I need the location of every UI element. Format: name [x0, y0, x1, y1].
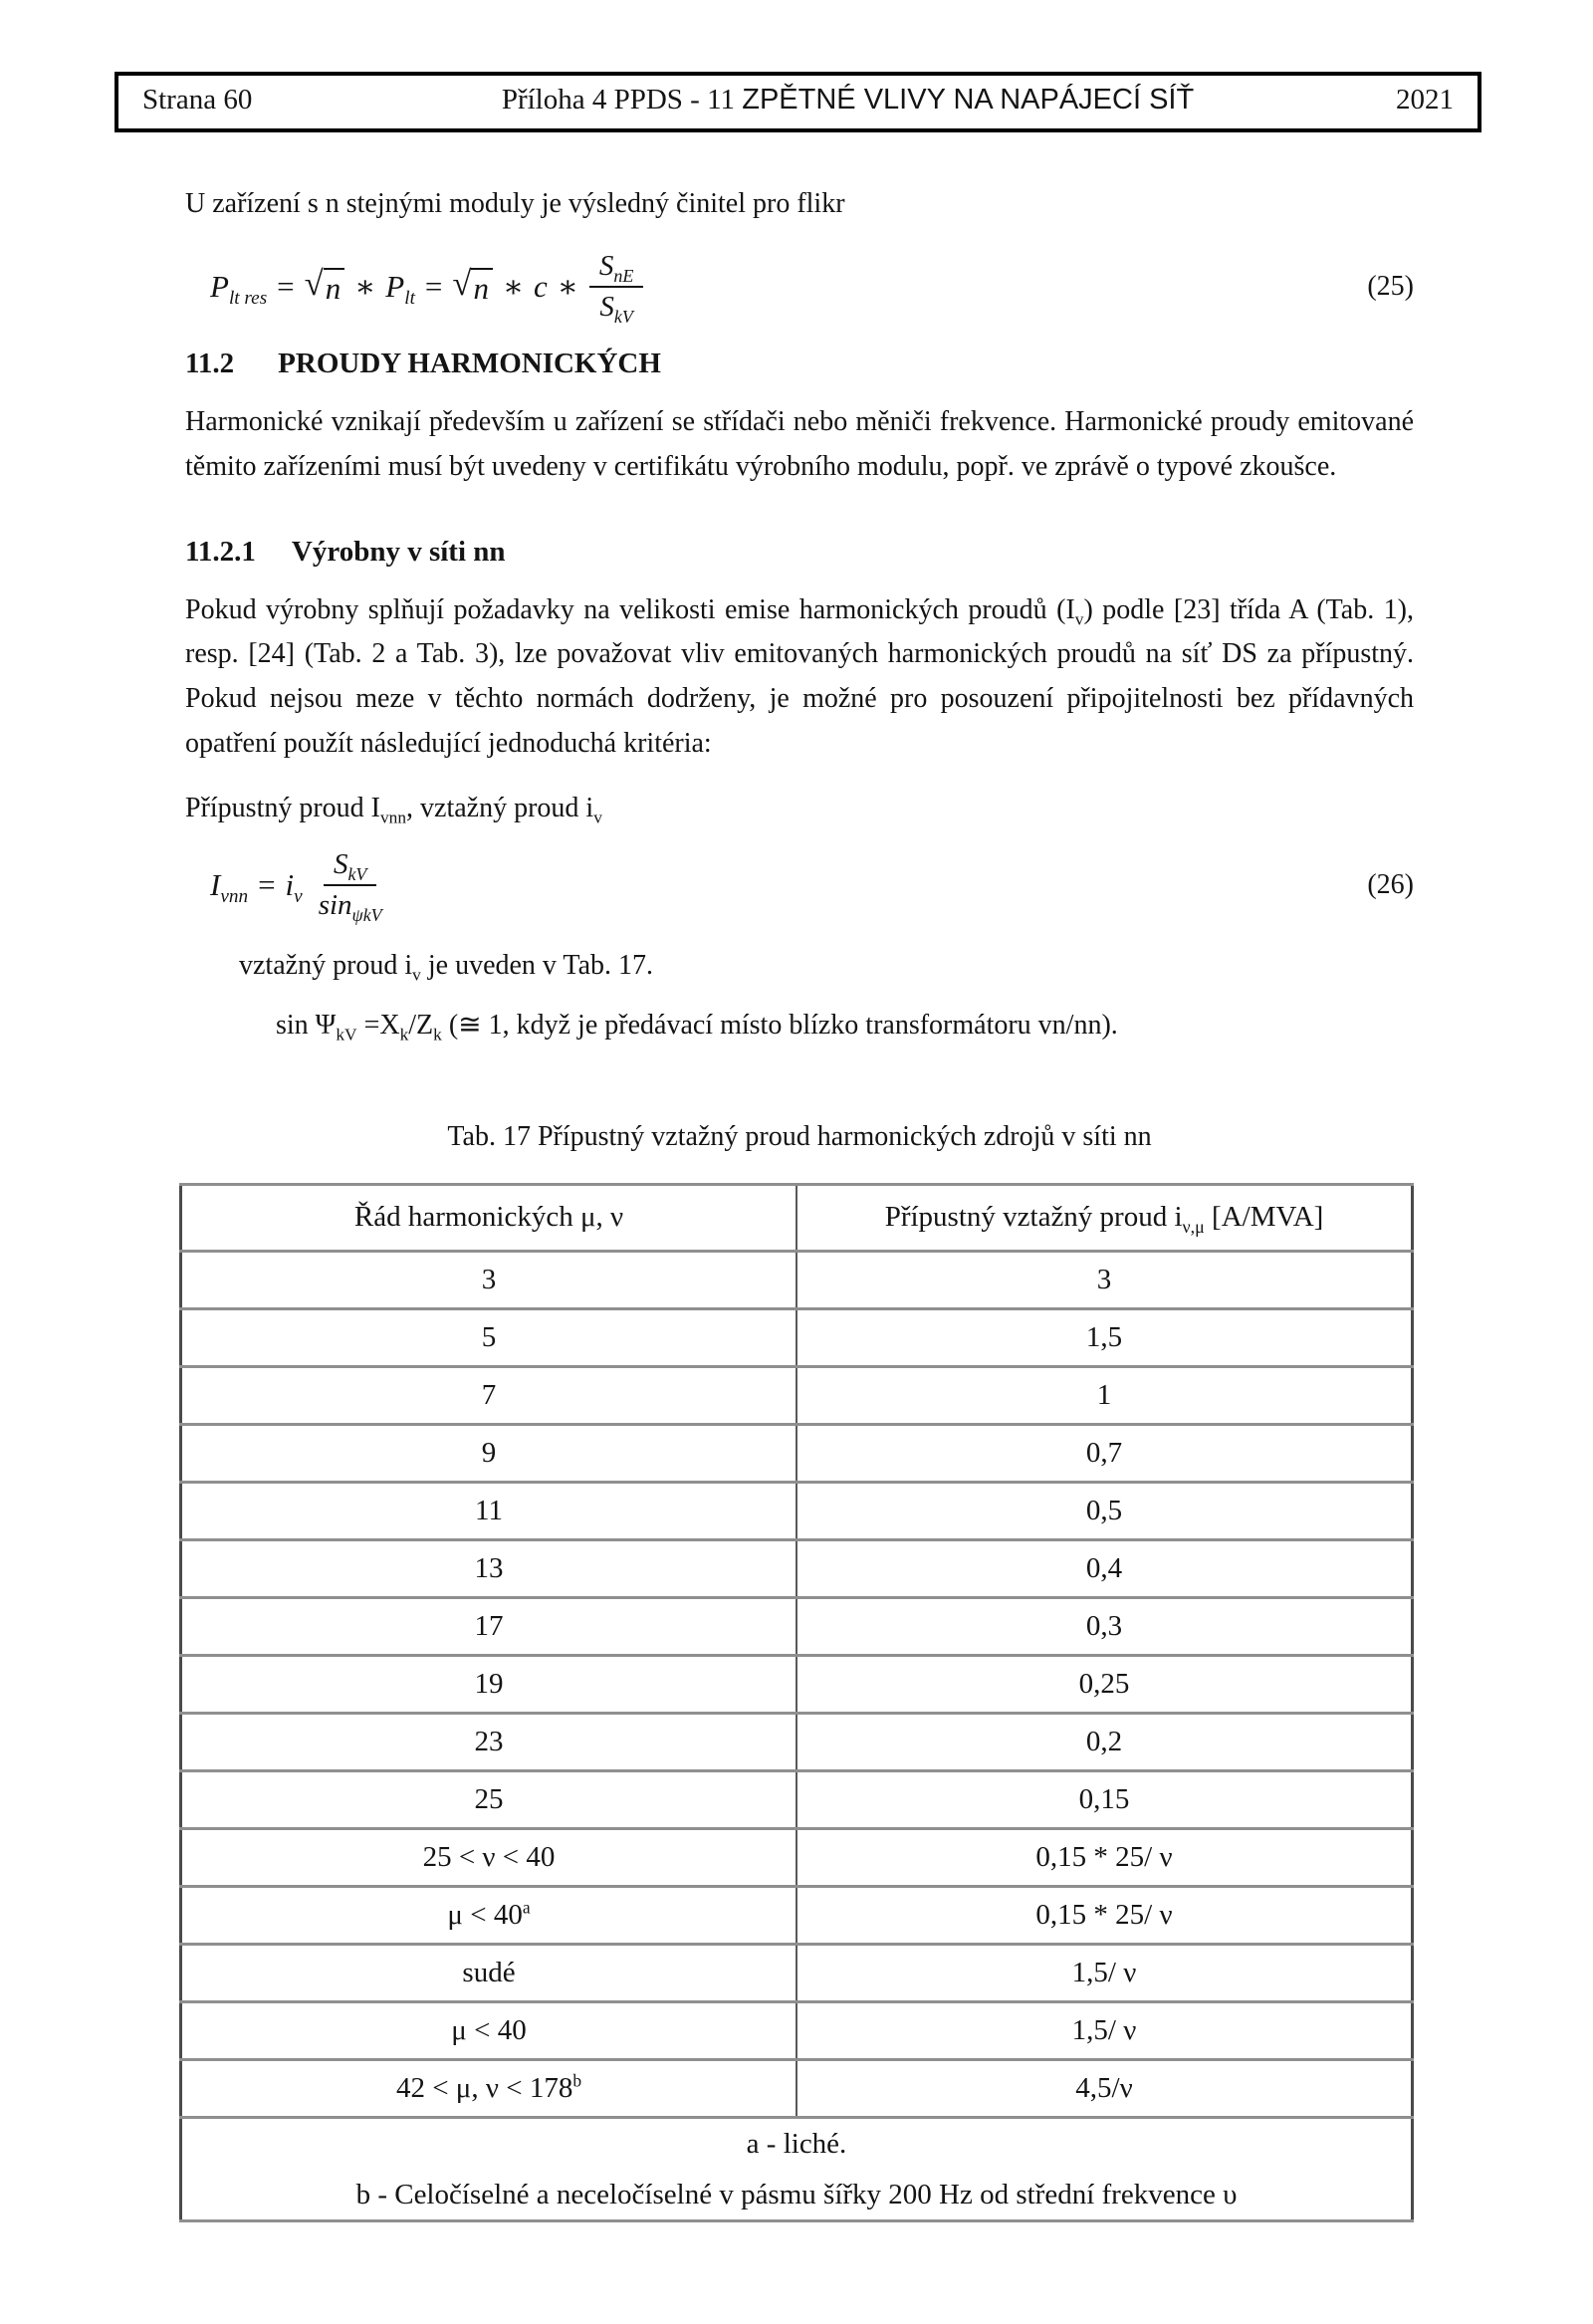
equation-number-25: (25) — [1367, 271, 1414, 302]
current-cell: 0,25 — [796, 1655, 1413, 1713]
order-cell: 42 < μ, $\nu < 178^b$ — [181, 2059, 797, 2117]
formula-25: $P_{lt res}$ = √ n ∗ $P_{lt}$ = √ n ∗ c ∗ $\frac{S_{nE}}{S_{kV}}$ — [205, 250, 649, 324]
order-cell: μ < 40 — [181, 2001, 797, 2059]
current-cell: 1,5/ ν — [796, 1944, 1413, 2001]
order-cell: 19 — [181, 1655, 797, 1713]
document-title-serif: Příloha 4 PPDS - 11 — [501, 84, 743, 116]
equals-sign: = — [424, 269, 443, 304]
order-cell: 11 — [181, 1482, 797, 1539]
order-cell: 13 — [181, 1539, 797, 1597]
year-label: 2021 — [1396, 84, 1454, 116]
sqrt-radical: √ n — [305, 268, 345, 307]
table-row — [181, 1886, 1413, 1944]
current-cell: 1,5 — [796, 1308, 1413, 1366]
formula-term: i — [285, 866, 295, 902]
page-number-label: Strana 60 — [142, 84, 253, 116]
footnote-b: b - Celočíselné a neceločíselné v pásmu šířky 200 Hz od střední frekvence υ — [355, 2178, 1238, 2210]
reference-line: vztažný proud $i_v$ je uveden v Tab. 17. — [239, 949, 653, 985]
current-cell: 1 — [796, 1366, 1413, 1424]
table-row — [181, 1828, 1413, 1886]
section-heading-11-2 — [185, 348, 1593, 380]
table-row — [181, 1944, 1413, 2001]
table-row — [181, 1539, 1413, 1597]
table-row — [181, 2001, 1413, 2059]
formula-26-row — [185, 847, 1414, 925]
order-cell: 3 — [181, 1251, 797, 1308]
column-header-order: Řád harmonických μ, ν — [181, 1184, 797, 1251]
multiplication-sign: ∗ — [557, 269, 578, 304]
sin-psi-line: $\sin \Psi_{kV} =X_k/Z_k$ (≅ 1, když je předávací místo blízko transformátoru vn/nn). — [276, 1009, 1118, 1045]
equals-sign: = — [277, 269, 295, 304]
paragraph-11-2: Harmonické vznikají především u zařízení se střídači nebo měniči frekvence. Harmonické proudy emitované těmito zařízeními musí být uvedeny v certifikátu výrobního modulu, popř. ve zprávě o typové zkoušce. — [185, 406, 1414, 482]
order-cell: 23 — [181, 1713, 797, 1770]
current-cell: 0,4 — [796, 1539, 1413, 1597]
formula-term: P — [210, 269, 229, 304]
table-row — [181, 2059, 1413, 2117]
fraction: $\frac{S_{nE}}{S_{kV}}$ — [589, 250, 643, 324]
permissible-current-line: Přípustný proud $I_{vnn}$, vztažný proud $i_v$ — [185, 792, 602, 827]
sqrt-radical: √ n — [452, 268, 493, 307]
table-row — [181, 1424, 1413, 1482]
section-number: 11.2.1 — [185, 535, 256, 568]
table-row — [181, 1597, 1413, 1655]
footnote-a: a - liché. — [746, 2127, 847, 2160]
table-row — [181, 1482, 1413, 1539]
table-row — [181, 1770, 1413, 1828]
page-header — [114, 72, 1481, 132]
section-number: 11.2 — [185, 348, 235, 379]
table-caption: Tab. 17 Přípustný vztažný proud harmonických zdrojů v síti nn — [447, 1120, 1152, 1152]
current-cell: 4,5/ν — [796, 2059, 1413, 2117]
section-title: Výrobny v síti nn — [291, 535, 506, 568]
harmonics-table — [179, 1183, 1414, 2223]
table-header-row — [181, 1184, 1413, 1251]
document-title-sans: ZPĚTNÉ VLIVY NA NAPÁJECÍ SÍŤ — [742, 84, 1195, 116]
section-heading-11-2-1 — [185, 536, 1593, 569]
table-row — [181, 1713, 1413, 1770]
formula-25-row — [185, 250, 1414, 327]
current-cell: 0,3 — [796, 1597, 1413, 1655]
order-cell: 17 — [181, 1597, 797, 1655]
current-cell: 0,15 — [796, 1770, 1413, 1828]
current-cell: 0,5 — [796, 1482, 1413, 1539]
formula-term: I — [210, 866, 221, 902]
intro-paragraph: U zařízení s n stejnými moduly je výsledný činitel pro flikr — [185, 188, 845, 219]
document-page — [0, 72, 1593, 2324]
current-cell: 3 — [796, 1251, 1413, 1308]
footnote-marker-a: a — [522, 1897, 531, 1918]
formula-term: c — [534, 269, 548, 304]
formula-term: P — [385, 269, 405, 304]
order-cell: $\mu < 40^a$ — [181, 1886, 797, 1944]
equals-sign: = — [258, 866, 276, 902]
fraction: $\frac{S_{kV}}{\sin_{\psi kV}}$ — [318, 847, 382, 925]
current-cell: 0,2 — [796, 1713, 1413, 1770]
paragraph-11-2-1: Pokud výrobny splňují požadavky na velikosti emise harmonických proudů $(I_v)$ podle [23] třída A (Tab. 1), resp. [24] (Tab. 2 a Tab. 3), lze považovat vliv emitovaných harmonických proudů na síť DS za přípustný. Pokud nejsou meze v těchto normách dodrženy, je možné pro posouzení připojitelnosti bez přídavných opatření použít následující jednoduchá kritéria: — [185, 593, 1414, 759]
order-cell: 25 < ν < 40 — [181, 1828, 797, 1886]
document-title — [361, 84, 1334, 116]
current-cell: 0,7 — [796, 1424, 1413, 1482]
table-footnotes-row — [181, 2117, 1413, 2221]
table-row — [181, 1251, 1413, 1308]
equation-number-26: (26) — [1367, 868, 1414, 900]
table-row — [181, 1308, 1413, 1366]
table-row — [181, 1655, 1413, 1713]
multiplication-sign: ∗ — [502, 269, 525, 304]
order-cell: 25 — [181, 1770, 797, 1828]
order-cell: sudé — [181, 1944, 797, 2001]
column-header-current: Přípustný vztažný proud $i_{\nu,\mu}$ [A/MVA] — [796, 1184, 1413, 1251]
current-cell: 0,15 * 25/ ν — [796, 1886, 1413, 1944]
current-cell: 1,5/ ν — [796, 2001, 1413, 2059]
order-cell: 9 — [181, 1424, 797, 1482]
formula-26: $I_{vnn}$ = $i_\nu$ $\frac{S_{kV}}{\sin_{\psi kV}}$ — [205, 848, 398, 922]
table-row — [181, 1366, 1413, 1424]
current-cell: 0,15 * 25/ ν — [796, 1828, 1413, 1886]
order-cell: 7 — [181, 1366, 797, 1424]
table-footnotes — [181, 2117, 1413, 2221]
order-cell: 5 — [181, 1308, 797, 1366]
section-title: PROUDY HARMONICKÝCH — [278, 348, 661, 379]
footnote-marker-b: b — [572, 2070, 582, 2091]
multiplication-sign: ∗ — [354, 269, 376, 304]
